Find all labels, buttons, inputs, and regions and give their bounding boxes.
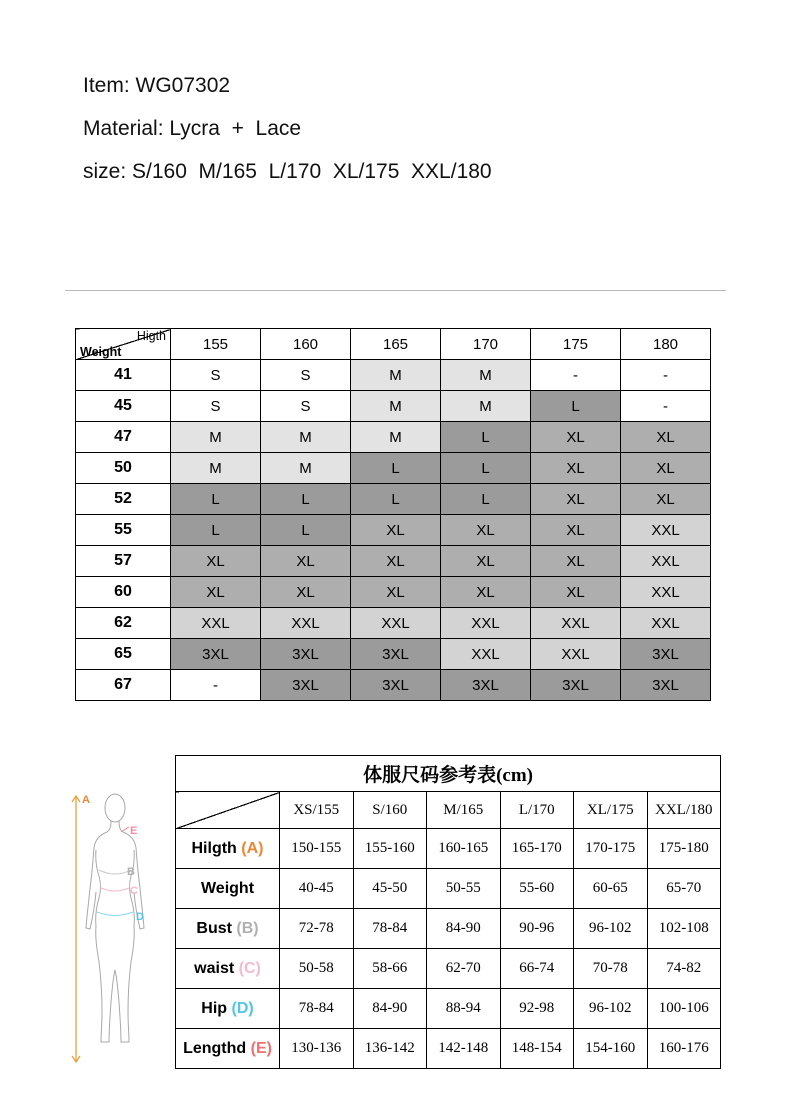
measurement-value-cell: 100-106: [647, 989, 721, 1029]
size-range-line: size: S/160 M/165 L/170 XL/175 XXL/180: [83, 160, 492, 183]
matrix-size-cell: L: [171, 484, 261, 515]
matrix-size-cell: M: [261, 453, 351, 484]
measurement-value-cell: 78-84: [353, 909, 427, 949]
matrix-row: [76, 515, 711, 546]
matrix-size-cell: XXL: [621, 577, 711, 608]
matrix-size-cell: M: [441, 391, 531, 422]
corner-higth-label: Higth: [136, 329, 166, 343]
matrix-size-cell: 3XL: [351, 670, 441, 701]
matrix-size-cell: L: [351, 453, 441, 484]
matrix-size-cell: S: [261, 391, 351, 422]
matrix-height-header: 170: [441, 329, 531, 360]
matrix-size-cell: L: [531, 391, 621, 422]
divider-line: [65, 290, 726, 291]
measurement-value-cell: 62-70: [427, 949, 501, 989]
measurement-value-cell: 45-50: [353, 869, 427, 909]
matrix-size-cell: XXL: [441, 608, 531, 639]
item-number-line: Item: WG07302: [83, 74, 231, 97]
measurement-label-text: Hip: [201, 999, 232, 1017]
measurement-size-header: S/160: [353, 792, 427, 829]
body-figure-wrap: [63, 786, 178, 1071]
measurement-value-cell: 136-142: [353, 1029, 427, 1069]
measurement-size-header: L/170: [500, 792, 574, 829]
figure-label-a: A: [82, 794, 90, 806]
matrix-weight-cell: 55: [76, 515, 171, 546]
matrix-size-cell: M: [171, 422, 261, 453]
measurement-label-text: Bust: [196, 919, 237, 937]
matrix-size-cell: XL: [441, 546, 531, 577]
matrix-size-cell: XL: [261, 577, 351, 608]
measurement-value-cell: 88-94: [427, 989, 501, 1029]
measurement-value-cell: 165-170: [500, 829, 574, 869]
matrix-header-row: [76, 329, 711, 360]
matrix-row: [76, 546, 711, 577]
matrix-size-cell: XXL: [621, 608, 711, 639]
measurement-value-cell: 40-45: [280, 869, 354, 909]
size-matrix-table: [75, 328, 711, 701]
matrix-size-cell: XL: [531, 422, 621, 453]
measurement-value-cell: 84-90: [427, 909, 501, 949]
matrix-size-cell: M: [351, 391, 441, 422]
measurement-value-cell: 78-84: [280, 989, 354, 1029]
matrix-weight-cell: 52: [76, 484, 171, 515]
matrix-size-cell: XL: [171, 577, 261, 608]
matrix-weight-cell: 62: [76, 608, 171, 639]
measurement-value-cell: 175-180: [647, 829, 721, 869]
matrix-size-cell: 3XL: [441, 670, 531, 701]
matrix-size-cell: M: [441, 360, 531, 391]
matrix-size-cell: -: [621, 360, 711, 391]
matrix-height-header: 180: [621, 329, 711, 360]
matrix-size-cell: XL: [261, 546, 351, 577]
measurement-row-label: [176, 989, 280, 1029]
matrix-size-cell: XL: [351, 577, 441, 608]
matrix-size-cell: XL: [621, 422, 711, 453]
figure-label-b: B: [127, 866, 135, 878]
matrix-size-cell: S: [261, 360, 351, 391]
matrix-weight-cell: 41: [76, 360, 171, 391]
measurement-value-cell: 74-82: [647, 949, 721, 989]
measurement-value-cell: 96-102: [574, 909, 648, 949]
measurement-row: [176, 909, 721, 949]
matrix-size-cell: XL: [351, 546, 441, 577]
measurement-label-text: Lengthd: [183, 1039, 251, 1057]
measurement-row-label: [176, 1029, 280, 1069]
matrix-row: [76, 453, 711, 484]
measurement-table: [175, 755, 721, 1069]
measurement-label-text: Hilgth: [191, 839, 242, 857]
matrix-size-cell: L: [261, 515, 351, 546]
matrix-height-header: 160: [261, 329, 351, 360]
matrix-size-cell: 3XL: [261, 639, 351, 670]
matrix-size-cell: XXL: [261, 608, 351, 639]
measurement-value-cell: 55-60: [500, 869, 574, 909]
height-arrow: [72, 796, 80, 1062]
matrix-size-cell: 3XL: [351, 639, 441, 670]
matrix-size-cell: XL: [351, 515, 441, 546]
matrix-row: [76, 360, 711, 391]
matrix-weight-cell: 45: [76, 391, 171, 422]
measurement-value-cell: 142-148: [427, 1029, 501, 1069]
matrix-weight-cell: 47: [76, 422, 171, 453]
matrix-height-header: 155: [171, 329, 261, 360]
measurement-value-cell: 90-96: [500, 909, 574, 949]
measurement-corner-cell: [176, 792, 280, 829]
matrix-size-cell: XXL: [531, 639, 621, 670]
measurement-value-cell: 148-154: [500, 1029, 574, 1069]
matrix-height-header: 175: [531, 329, 621, 360]
measurement-size-header: XS/155: [280, 792, 354, 829]
matrix-size-cell: M: [261, 422, 351, 453]
matrix-size-cell: 3XL: [531, 670, 621, 701]
measurement-letter: (D): [231, 999, 254, 1017]
measurement-label-text: Weight: [200, 879, 255, 897]
measurement-table-title: 体服尺码参考表(cm): [176, 756, 721, 792]
measurement-row-label: [176, 949, 280, 989]
matrix-size-cell: 3XL: [621, 670, 711, 701]
matrix-size-cell: XL: [441, 515, 531, 546]
measurement-value-cell: 50-58: [280, 949, 354, 989]
measurement-value-cell: 160-176: [647, 1029, 721, 1069]
matrix-weight-cell: 67: [76, 670, 171, 701]
matrix-size-cell: 3XL: [171, 639, 261, 670]
matrix-corner-cell: [76, 329, 171, 360]
measurement-size-header: M/165: [427, 792, 501, 829]
measurement-value-cell: 84-90: [353, 989, 427, 1029]
matrix-size-cell: S: [171, 360, 261, 391]
measurement-row: [176, 949, 721, 989]
matrix-size-cell: XL: [531, 484, 621, 515]
matrix-size-cell: XXL: [351, 608, 441, 639]
matrix-size-cell: XL: [171, 546, 261, 577]
matrix-size-cell: -: [171, 670, 261, 701]
measurement-row-label: [176, 909, 280, 949]
matrix-size-cell: 3XL: [621, 639, 711, 670]
matrix-size-cell: 3XL: [261, 670, 351, 701]
matrix-size-cell: XXL: [171, 608, 261, 639]
matrix-size-cell: M: [351, 360, 441, 391]
measurement-size-header: XXL/180: [647, 792, 721, 829]
matrix-size-cell: XL: [531, 546, 621, 577]
matrix-size-cell: XXL: [621, 515, 711, 546]
measurement-value-cell: 150-155: [280, 829, 354, 869]
measurement-value-cell: 92-98: [500, 989, 574, 1029]
matrix-row: [76, 577, 711, 608]
matrix-size-cell: L: [171, 515, 261, 546]
matrix-size-cell: XXL: [621, 546, 711, 577]
measurement-value-cell: 155-160: [353, 829, 427, 869]
matrix-size-cell: M: [171, 453, 261, 484]
matrix-size-cell: XXL: [531, 608, 621, 639]
matrix-size-cell: L: [261, 484, 351, 515]
measurement-value-cell: 50-55: [427, 869, 501, 909]
measurement-size-header: XL/175: [574, 792, 648, 829]
measurement-letter: (E): [250, 1039, 272, 1057]
measurement-value-cell: 72-78: [280, 909, 354, 949]
measurement-value-cell: 96-102: [574, 989, 648, 1029]
measurement-value-cell: 58-66: [353, 949, 427, 989]
measurement-value-cell: 160-165: [427, 829, 501, 869]
measurement-value-cell: 154-160: [574, 1029, 648, 1069]
measurement-row-label: [176, 869, 280, 909]
matrix-row: [76, 670, 711, 701]
matrix-row: [76, 639, 711, 670]
measurement-title-row: [176, 756, 721, 792]
matrix-size-cell: -: [531, 360, 621, 391]
matrix-size-cell: XL: [621, 484, 711, 515]
matrix-weight-cell: 50: [76, 453, 171, 484]
matrix-size-cell: XL: [621, 453, 711, 484]
matrix-weight-cell: 57: [76, 546, 171, 577]
measurement-row: [176, 989, 721, 1029]
measurement-value-cell: 60-65: [574, 869, 648, 909]
matrix-size-cell: XL: [531, 577, 621, 608]
matrix-weight-cell: 65: [76, 639, 171, 670]
matrix-size-cell: S: [171, 391, 261, 422]
corner-weight-label: Weight: [80, 345, 122, 359]
matrix-row: [76, 391, 711, 422]
matrix-size-cell: XL: [531, 515, 621, 546]
measurement-value-cell: 65-70: [647, 869, 721, 909]
matrix-size-cell: XXL: [441, 639, 531, 670]
measurement-row: [176, 1029, 721, 1069]
measurement-label-text: waist: [194, 959, 239, 977]
material-line: Material: Lycra + Lace: [83, 117, 302, 140]
measurement-header-row: [176, 792, 721, 829]
matrix-size-cell: L: [441, 453, 531, 484]
matrix-size-cell: M: [351, 422, 441, 453]
measurement-value-cell: 70-78: [574, 949, 648, 989]
figure-label-e: E: [130, 825, 138, 837]
matrix-weight-cell: 60: [76, 577, 171, 608]
matrix-row: [76, 422, 711, 453]
body-figure: [63, 786, 178, 1071]
matrix-size-cell: -: [621, 391, 711, 422]
matrix-size-cell: XL: [531, 453, 621, 484]
matrix-row: [76, 484, 711, 515]
matrix-size-cell: L: [441, 422, 531, 453]
measurement-value-cell: 66-74: [500, 949, 574, 989]
measurement-letter: (A): [241, 839, 264, 857]
measurement-value-cell: 170-175: [574, 829, 648, 869]
measurement-value-cell: 102-108: [647, 909, 721, 949]
matrix-size-cell: L: [441, 484, 531, 515]
measurement-row: [176, 869, 721, 909]
matrix-row: [76, 608, 711, 639]
matrix-height-header: 165: [351, 329, 441, 360]
figure-label-c: C: [130, 885, 138, 897]
matrix-size-cell: L: [351, 484, 441, 515]
product-info-block: [83, 64, 492, 193]
measurement-row-label: [176, 829, 280, 869]
measurement-value-cell: 130-136: [280, 1029, 354, 1069]
measurement-row: [176, 829, 721, 869]
measurement-letter: (B): [236, 919, 259, 937]
measurement-letter: (C): [238, 959, 261, 977]
figure-label-d: D: [136, 911, 144, 923]
matrix-size-cell: XL: [441, 577, 531, 608]
